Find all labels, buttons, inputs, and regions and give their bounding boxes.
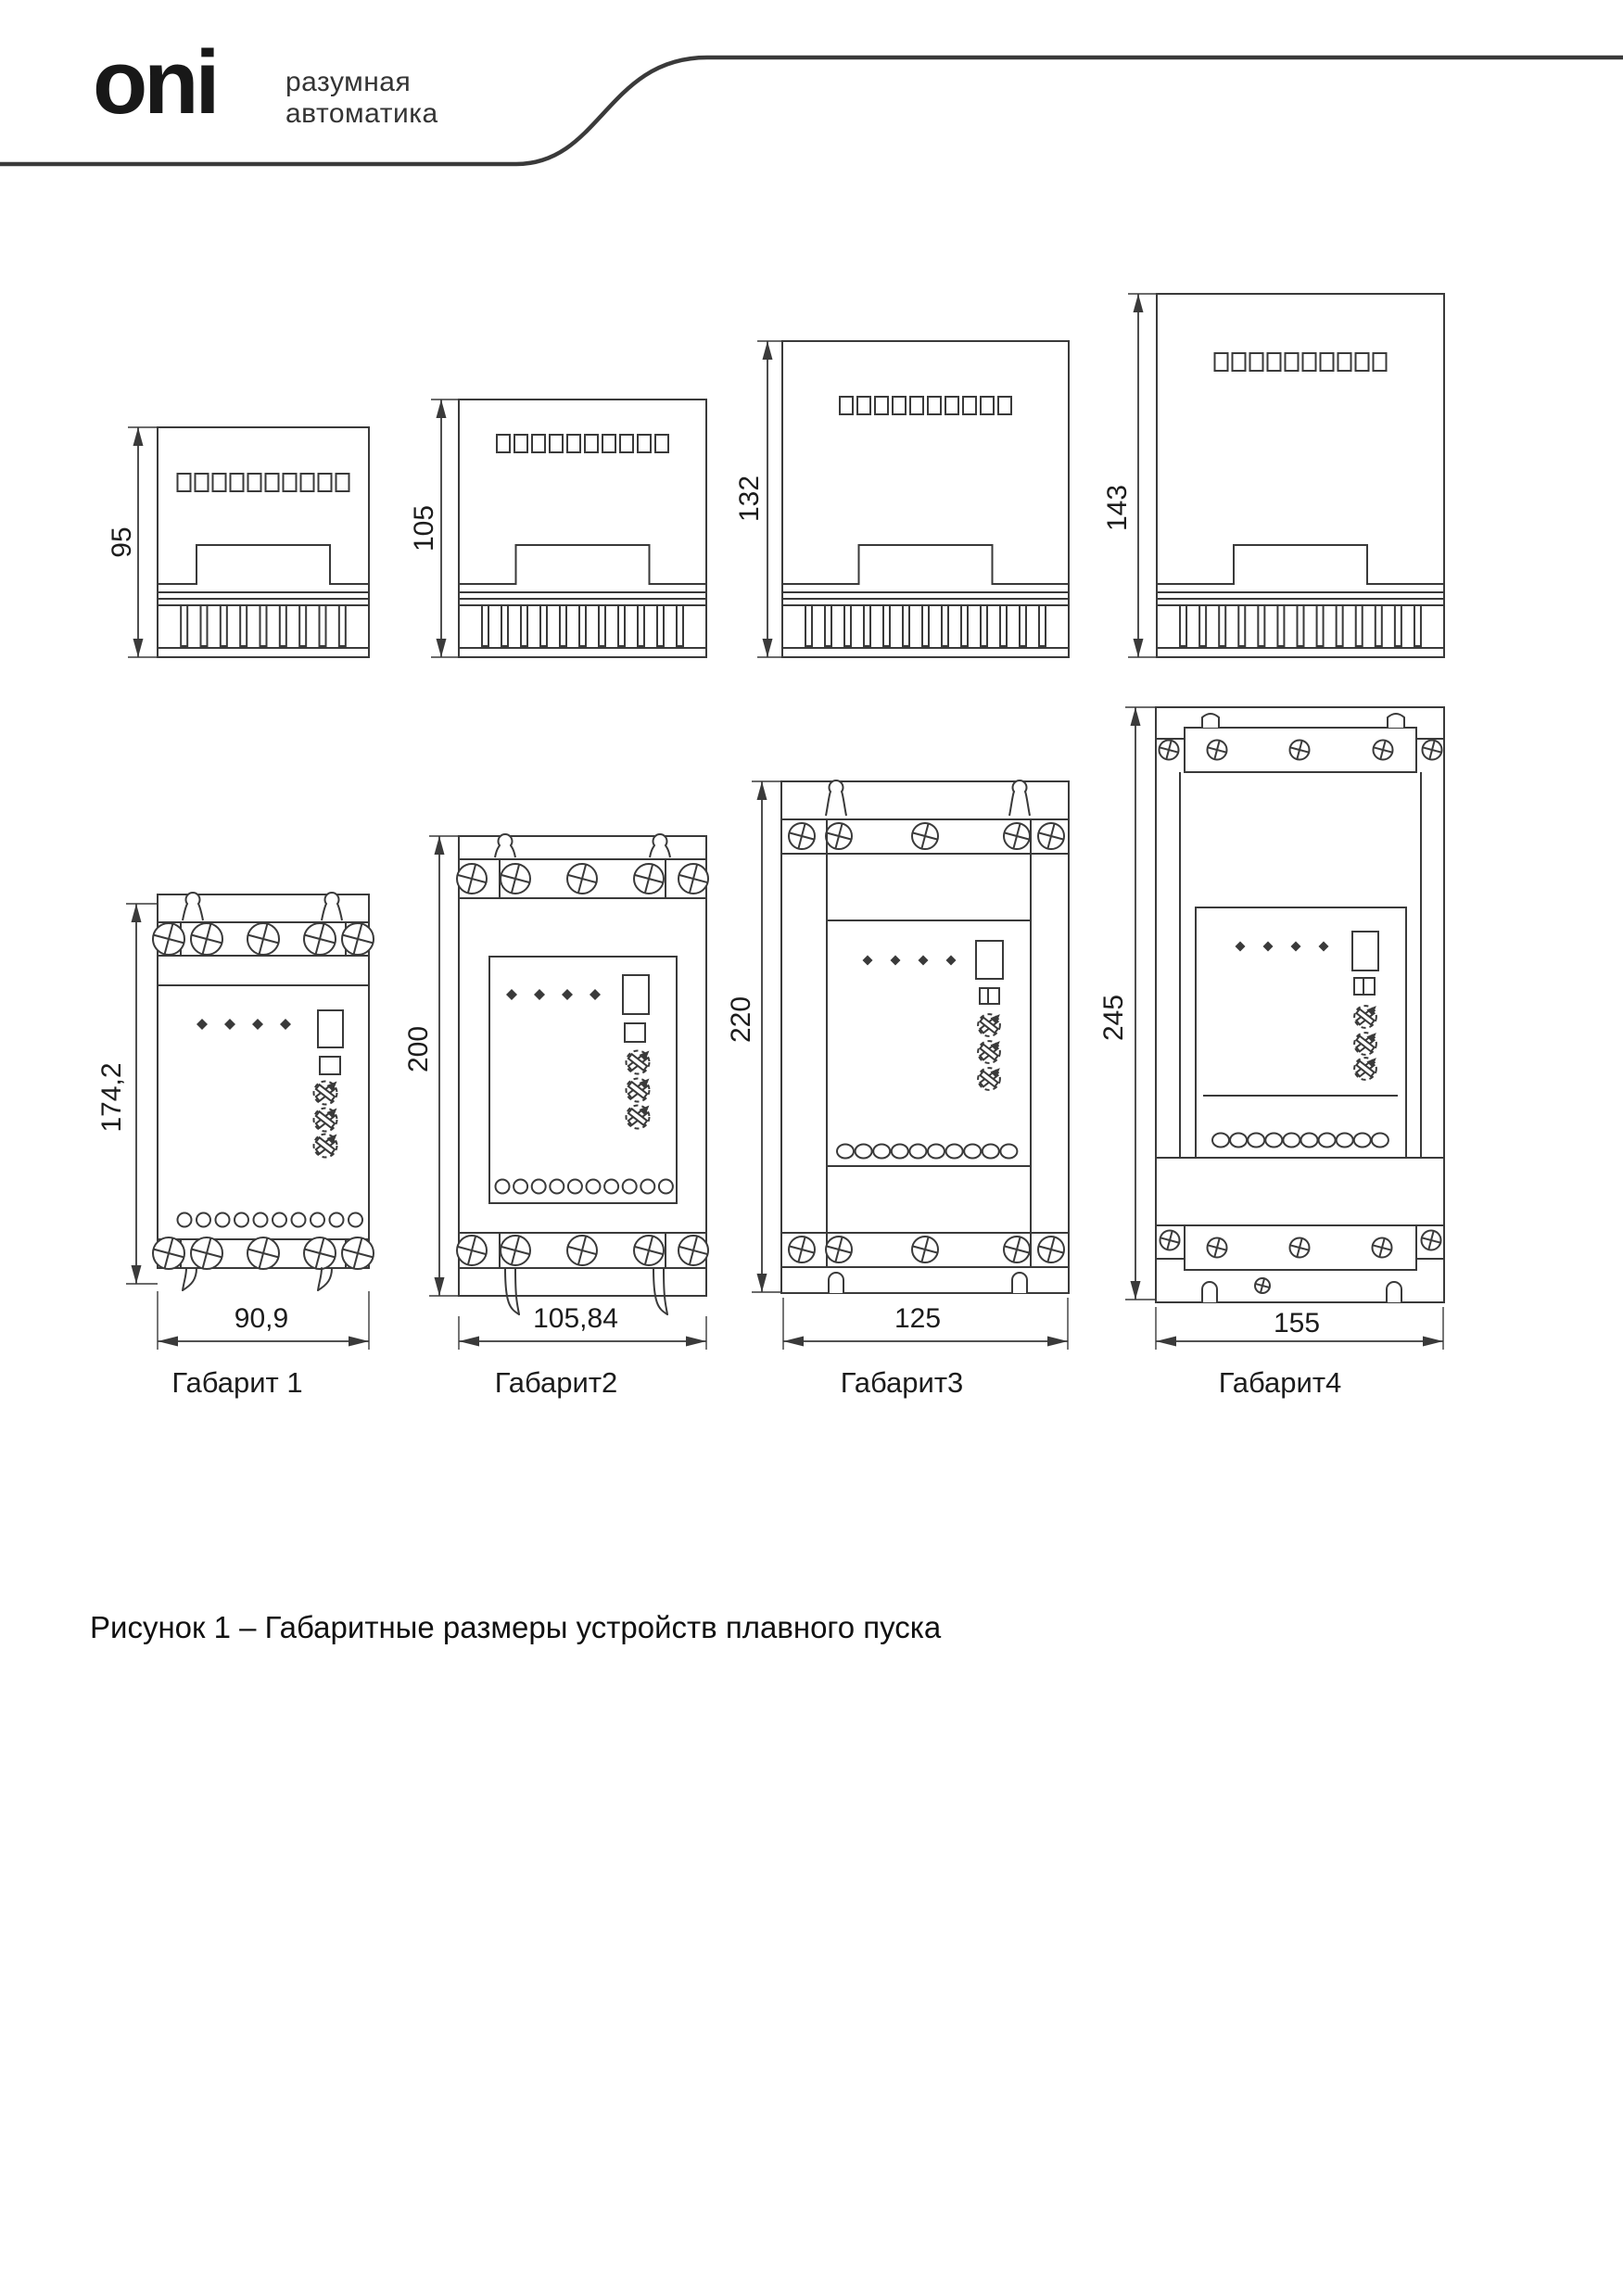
side-view-drawing-1	[158, 427, 369, 657]
side-view-2-height-dim: 105	[409, 504, 439, 552]
figure-label-1: Габарит 1	[171, 1366, 303, 1399]
front-view-drawing-1	[153, 893, 374, 1290]
side-view-drawing-4	[1157, 294, 1444, 657]
logo-tagline-line2: автоматика	[285, 98, 438, 129]
figure-label-4: Габарит4	[1218, 1366, 1342, 1399]
side-view-1-height-dim: 95	[107, 526, 137, 558]
front-view-3-dimensions	[752, 781, 1068, 1350]
front-view-2-width-dim: 105,84	[533, 1303, 618, 1334]
front-view-drawing-2	[457, 834, 708, 1314]
front-view-4-height-dim: 245	[1098, 994, 1129, 1042]
header-divider-curve	[0, 57, 1623, 164]
front-view-2-height-dim: 200	[403, 1025, 434, 1073]
side-view-4-height-dimension	[1128, 294, 1157, 657]
side-view-drawing-2	[459, 400, 706, 657]
front-view-4-width-dim: 155	[1273, 1308, 1321, 1338]
logo-tagline-line1: разумная	[285, 67, 412, 97]
side-view-drawing-3	[782, 341, 1069, 657]
front-view-1-height-dim: 174,2	[96, 1062, 127, 1133]
oni-logo: oni	[93, 32, 217, 133]
side-view-3-height-dim: 132	[734, 475, 765, 523]
figure-label-3: Габарит3	[840, 1366, 964, 1399]
figure-caption: Рисунок 1 – Габаритные размеры устройств плавного пуска	[90, 1610, 942, 1644]
front-view-3-height-dim: 220	[726, 996, 756, 1044]
front-view-2-dimensions	[429, 836, 706, 1350]
front-view-1-width-dim: 90,9	[234, 1303, 289, 1334]
side-view-4-height-dim: 143	[1102, 484, 1133, 532]
front-view-drawing-4	[1156, 707, 1444, 1302]
front-view-3-width-dim: 125	[894, 1303, 942, 1334]
figure-label-2: Габарит2	[494, 1366, 618, 1399]
front-view-drawing-3	[781, 780, 1069, 1293]
